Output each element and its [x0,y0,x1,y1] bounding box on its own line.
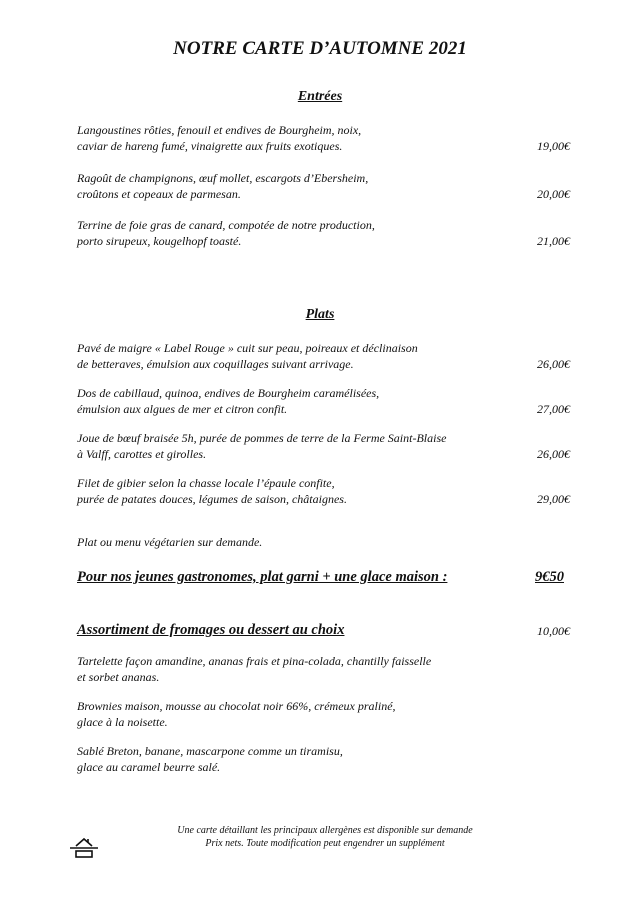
menu-item: Terrine de foie gras de canard, compotée de notre production, porto sirupeux, kougelhopf toasté. [77,218,375,248]
menu-item: Pavé de maigre « Label Rouge » cuit sur peau, poireaux et déclinaison de betteraves, émulsion aux coquillages suivant arrivage. [77,341,418,371]
footer-prices-note: Prix nets. Toute modification peut engendrer un supplément [205,838,445,849]
menu-item-price: 19,00€ [537,139,570,153]
menu-item-price: 26,00€ [537,447,570,461]
menu-item: Brownies maison, mousse au chocolat noir 66%, crémeux praliné, glace à la noisette. [77,699,396,729]
section-heading-plats: Plats [305,307,335,322]
menu-item: Ragoût de champignons, œuf mollet, escargots d’Ebersheim, croûtons et copeaux de parmesan. [77,171,369,201]
vegetarian-note: Plat ou menu végétarien sur demande. [77,535,263,549]
kids-menu-price: 9€50 [535,569,564,585]
menu-item-price: 27,00€ [537,402,570,416]
menu-item: Filet de gibier selon la chasse locale l’épaule confite, purée de patates douces, légumes de saison, châtaignes. [77,476,347,506]
menu-item: Langoustines rôties, fenouil et endives de Bourgheim, noix, caviar de hareng fumé, vinaigrette aux fruits exotiques. [77,123,362,153]
kids-menu-label: Pour nos jeunes gastronomes, plat garni + une glace maison : [77,569,448,585]
menu-item: Tartelette façon amandine, ananas frais et pina-colada, chantilly faisselle et sorbet ananas. [77,654,432,684]
menu-item-price: 26,00€ [537,357,570,371]
section-heading-entrees: Entrées [297,89,343,104]
footer-allergens-note: Une carte détaillant les principaux allergènes est disponible sur demande [177,825,473,836]
menu-item: Sablé Breton, banane, mascarpone comme un tiramisu, glace au caramel beurre salé. [77,744,343,774]
fait-maison-house-icon [68,836,100,860]
desserts-price: 10,00€ [537,624,570,638]
menu-item: Joue de bœuf braisée 5h, purée de pommes de terre de la Ferme Saint-Blaise à Valff, carottes et girolles. [77,431,447,461]
menu-item-price: 29,00€ [537,492,570,506]
menu-item: Dos de cabillaud, quinoa, endives de Bourgheim caramélisées, émulsion aux algues de mer et citron confit. [77,386,380,416]
menu-item-price: 20,00€ [537,187,570,201]
page-title: NOTRE CARTE D’AUTOMNE 2021 [173,38,467,59]
menu-item-price: 21,00€ [537,234,570,248]
desserts-heading: Assortiment de fromages ou dessert au choix [77,622,345,638]
